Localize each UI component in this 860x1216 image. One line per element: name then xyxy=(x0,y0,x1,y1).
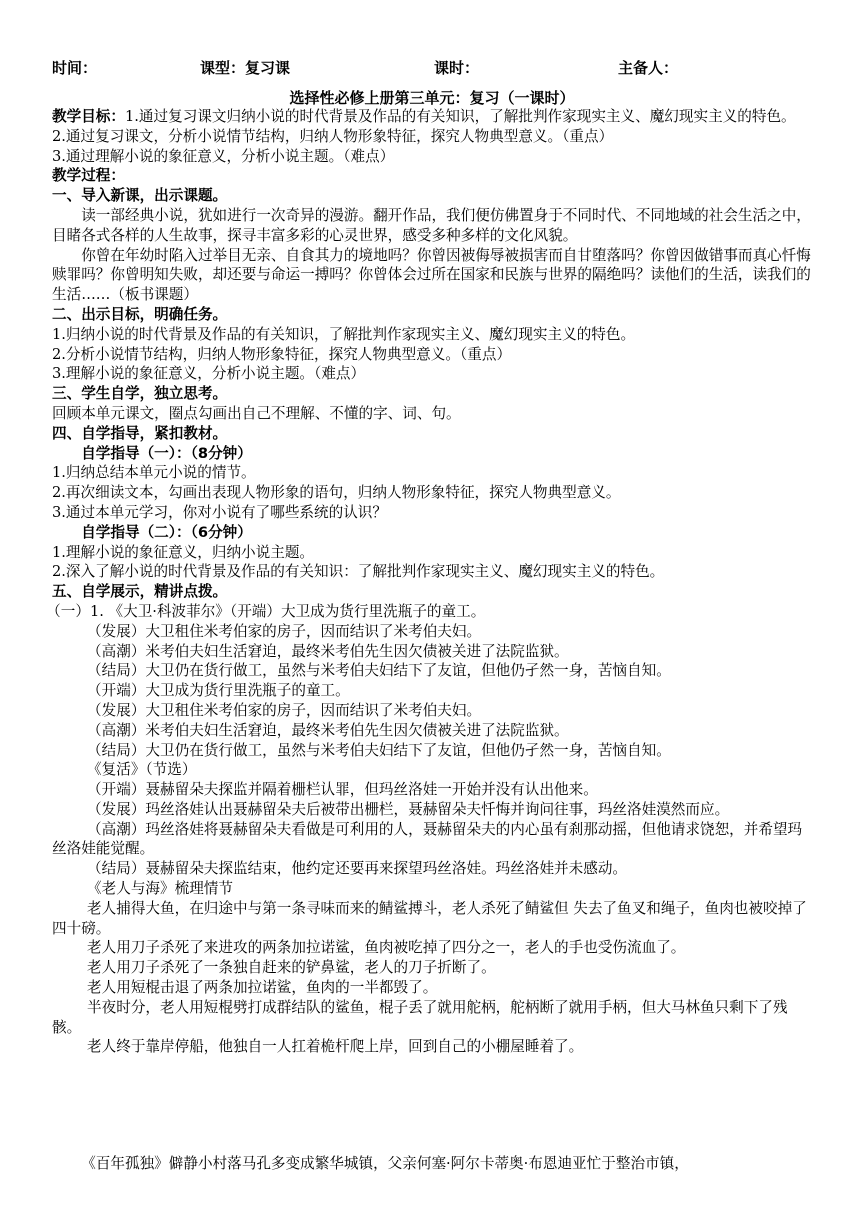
guide-2-item-2: 2.深入了解小说的时代背景及作品的有关知识：了解批判作家现实主义、魔幻现实主义的特色。 xyxy=(52,563,665,581)
header-row xyxy=(52,57,812,79)
section-2-item-2: 2.分析小说情节结构，归纳人物形象特征，探究人物典型意义。（重点） xyxy=(52,345,512,363)
resurrection-plot-4: （结局）聂赫留朵夫探监结束，他约定还要再来探望玛丝洛娃。玛丝洛娃并未感动。 xyxy=(87,860,628,878)
old-man-sea-title: 《老人与海》梳理情节 xyxy=(87,880,233,898)
objective-1: 教学目标：1.通过复习课文归纳小说的时代背景及作品的有关知识，了解批判作家现实主义、魔幻现实主义的特色。 xyxy=(52,108,796,125)
section-5-heading: 五、自学展示，精讲点拨。 xyxy=(52,583,228,601)
old-man-sea-plot-5: 半夜时分，老人用短棍劈打成群结队的鲨鱼，棍子丢了就用舵柄，舵柄断了就用手柄，但大马林鱼只剩下了残骸。 xyxy=(52,998,788,1036)
david-plot-line-3: （高潮）米考伯夫妇生活窘迫，最终米考伯先生因欠债被关进了法院监狱。 xyxy=(87,642,569,660)
objectives-label: 教学目标： xyxy=(52,108,125,125)
old-man-sea-plot-2: 老人用刀子杀死了来进攻的两条加拉诺鲨，鱼肉被吃掉了四分之一，老人的手也受伤流血了。 xyxy=(87,939,686,957)
section-3-text: 回顾本单元课文，圈点勾画出自己不理解、不懂的字、词、句。 xyxy=(52,404,461,422)
section-4-heading: 四、自学指导，紧扣教材。 xyxy=(52,424,228,442)
section-2-heading: 二、出示目标，明确任务。 xyxy=(52,305,228,323)
section-3-heading: 三、学生自学，独立思考。 xyxy=(52,385,228,403)
old-man-sea-plot-4: 老人用短棍击退了两条加拉诺鲨，鱼肉的一半都毁了。 xyxy=(87,979,438,997)
david-plot-line-7: （高潮）米考伯夫妇生活窘迫，最终米考伯先生因欠债被关进了法院监狱。 xyxy=(87,721,569,739)
old-man-sea-plot-3: 老人用刀子杀死了一条独自赶来的铲鼻鲨，老人的刀子折断了。 xyxy=(87,959,496,977)
resurrection-plot-1: （开端）聂赫留朵夫探监并隔着栅栏认罪，但玛丝洛娃一开始并没有认出他来。 xyxy=(87,781,598,799)
header-lesson-hours: 课时： xyxy=(434,59,480,77)
guide-1-heading: 自学指导（一）：（8分钟） xyxy=(81,444,252,462)
david-plot-line-5: （开端）大卫成为货行里洗瓶子的童工。 xyxy=(87,682,350,700)
guide-2-heading: 自学指导（二）：（6分钟） xyxy=(81,523,252,541)
section-1-paragraph-2: 你曾在年幼时陷入过举目无亲、自食其力的境地吗？你曾因被侮辱被损害而自甘堕落吗？你曾因做错事而真心忏悔赎罪吗？你曾明知失败，却还要与命运一搏吗？你曾体会过所在国家和民族与世界的隔绝吗？读他们的生活，读我们的生活……（板书课题） xyxy=(52,246,811,304)
section-2-item-3: 3.理解小说的象征意义，分析小说主题。（难点） xyxy=(52,365,366,383)
process-label: 教学过程： xyxy=(52,167,125,185)
objective-3: 3.通过理解小说的象征意义，分析小说主题。（难点） xyxy=(52,147,395,165)
hundred-years-solitude-line: 《百年孤独》僻静小村落马孔多变成繁华城镇，父亲何塞·阿尔卡蒂奥·布恩迪亚忙于整治市镇， xyxy=(81,1154,689,1172)
guide-1-item-3: 3.通过本单元学习，你对小说有了哪些系统的认识？ xyxy=(52,503,387,521)
resurrection-plot-3: （高潮）玛丝洛娃将聂赫留朵夫看做是可利用的人，聂赫留朵夫的内心虽有刹那动摇，但他请求饶恕，并希望玛丝洛娃能觉醒。 xyxy=(52,820,803,858)
david-plot-line-8: （结局）大卫仍在货行做工，虽然与米考伯夫妇结下了友谊，但他仍孑然一身，苦恼自知。 xyxy=(87,741,671,759)
guide-2-item-1: 1.理解小说的象征意义，归纳小说主题。 xyxy=(52,543,315,561)
section-1-heading: 一、导入新课，出示课题。 xyxy=(52,187,228,205)
david-plot-line-6: （发展）大卫租住米考伯家的房子，因而结识了米考伯夫妇。 xyxy=(87,701,482,719)
resurrection-plot-2: （发展）玛丝洛娃认出聂赫留朵夫后被带出栅栏，聂赫留朵夫忏悔并询问往事，玛丝洛娃漠然而应。 xyxy=(87,800,730,818)
david-plot-line-2: （发展）大卫租住米考伯家的房子，因而结识了米考伯夫妇。 xyxy=(87,622,482,640)
section-1-paragraph-1: 读一部经典小说，犹如进行一次奇异的漫游。翻开作品，我们便仿佛置身于不同时代、不同地域的社会生活之中，目睹各式各样的人生故事，探寻丰富多彩的心灵世界，感受多种多样的文化风貌。 xyxy=(52,206,811,244)
guide-1-item-2: 2.再次细读文本，勾画出表现人物形象的语句，归纳人物形象特征，探究人物典型意义。 xyxy=(52,484,621,502)
objective-2: 2.通过复习课文，分析小说情节结构，归纳人物形象特征，探究人物典型意义。（重点） xyxy=(52,127,614,145)
header-time: 时间： xyxy=(52,59,98,77)
resurrection-title: 《复活》（节选） xyxy=(87,761,197,779)
guide-1-item-1: 1.归纳总结本单元小说的情节。 xyxy=(52,464,256,482)
page-title: 选择性必修上册第三单元：复习（一课时） xyxy=(289,89,575,107)
old-man-sea-plot-6: 老人终于靠岸停船，他独自一人扛着桅杆爬上岸，回到自己的小棚屋睡着了。 xyxy=(87,1038,584,1056)
david-plot-line-1: （一）1. 《大卫·科波菲尔》（开端）大卫成为货行里洗瓶子的童工。 xyxy=(46,602,486,620)
david-plot-line-4: （结局）大卫仍在货行做工，虽然与米考伯夫妇结下了友谊，但他仍孑然一身，苦恼自知。 xyxy=(87,662,671,680)
lesson-body xyxy=(46,107,812,1057)
header-lesson-type: 课型：复习课 xyxy=(200,59,291,77)
old-man-sea-plot-1: 老人捕得大鱼，在归途中与第一条寻味而来的鲭鲨搏斗，老人杀死了鲭鲨但 失去了鱼叉和绳子，鱼肉也被咬掉了四十磅。 xyxy=(52,899,807,937)
section-2-item-1: 1.归纳小说的时代背景及作品的有关知识，了解批判作家现实主义、魔幻现实主义的特色。 xyxy=(52,325,636,343)
header-preparer: 主备人： xyxy=(618,59,679,77)
